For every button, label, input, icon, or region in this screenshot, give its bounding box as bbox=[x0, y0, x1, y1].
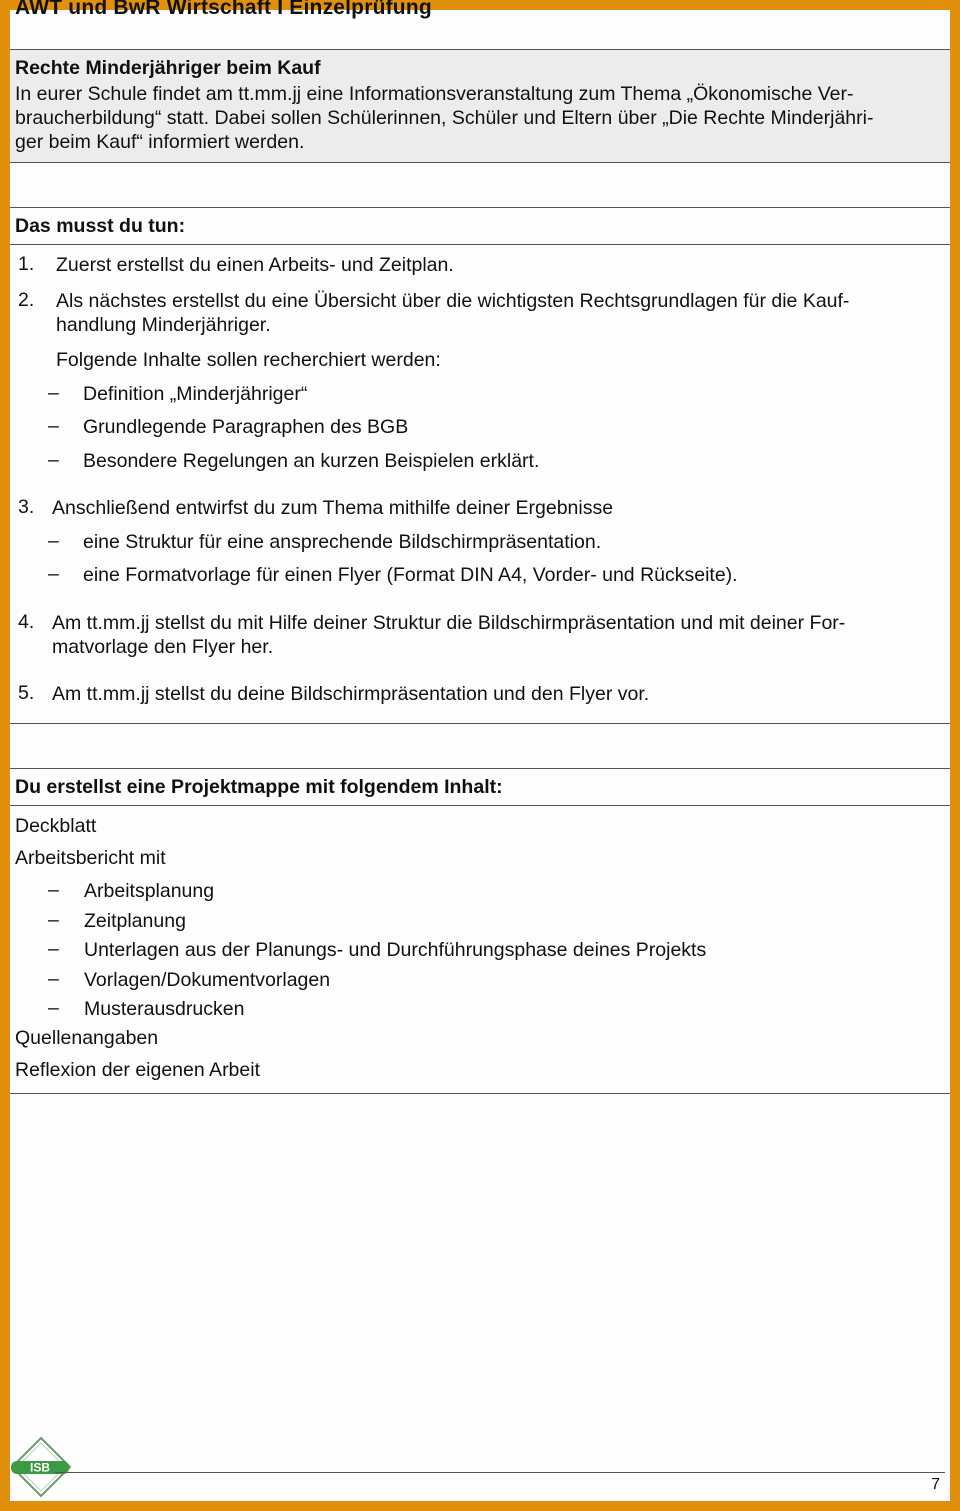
dash-bullet: – bbox=[48, 879, 59, 901]
task-number: 2. bbox=[18, 289, 35, 311]
section-divider bbox=[10, 207, 950, 208]
task-bullet: eine Struktur für eine ansprechende Bildschirmpräsentation. bbox=[83, 531, 602, 553]
svg-text:ISB: ISB bbox=[29, 1460, 51, 1475]
section-divider bbox=[10, 723, 950, 724]
task-number: 5. bbox=[18, 682, 35, 704]
intro-divider bbox=[10, 162, 950, 163]
task-number: 3. bbox=[18, 496, 35, 518]
task-line: Als nächstes erstellst du eine Übersicht über die wichtigsten Rechtsgrundlagen für die Kauf- bbox=[56, 290, 850, 312]
portfolio-title: Du erstellst eine Projektmappe mit folgendem Inhalt: bbox=[15, 776, 503, 798]
task-subintro: Folgende Inhalte sollen recherchiert werden: bbox=[56, 349, 441, 371]
portfolio-bullet: Musterausdrucken bbox=[84, 998, 245, 1020]
portfolio-item: Arbeitsbericht mit bbox=[15, 847, 166, 869]
dash-bullet: – bbox=[48, 909, 59, 931]
task-bullet: Definition „Minderjähriger“ bbox=[83, 383, 308, 405]
dash-bullet: – bbox=[48, 997, 59, 1019]
portfolio-bullet: Arbeitsplanung bbox=[84, 880, 215, 902]
task-line: handlung Minderjähriger. bbox=[56, 314, 271, 336]
task-bullet: Besondere Regelungen an kurzen Beispielen erklärt. bbox=[83, 450, 540, 472]
portfolio-item: Deckblatt bbox=[15, 815, 97, 837]
portfolio-item: Quellenangaben bbox=[15, 1027, 159, 1049]
section-divider bbox=[10, 768, 950, 769]
task-number: 4. bbox=[18, 611, 35, 633]
intro-line: In eurer Schule findet am tt.mm.jj eine Informationsveranstaltung zum Thema „Ökonomische Ver- bbox=[15, 83, 854, 105]
task-bullet: Grundlegende Paragraphen des BGB bbox=[83, 416, 409, 438]
portfolio-item: Reflexion der eigenen Arbeit bbox=[15, 1059, 260, 1081]
dash-bullet: – bbox=[48, 415, 59, 437]
portfolio-bullet: Zeitplanung bbox=[84, 910, 186, 932]
section-divider bbox=[10, 1093, 950, 1094]
section-divider bbox=[10, 244, 950, 245]
intro-title: Rechte Minderjähriger beim Kauf bbox=[15, 57, 321, 79]
intro-line: braucherbildung“ statt. Dabei sollen Schülerinnen, Schüler und Eltern über „Die Rechte Minderjähri- bbox=[15, 107, 874, 129]
dash-bullet: – bbox=[48, 449, 59, 471]
task-line: Am tt.mm.jj stellst du deine Bildschirmpräsentation und den Flyer vor. bbox=[52, 683, 650, 705]
task-number: 1. bbox=[18, 253, 35, 275]
dash-bullet: – bbox=[48, 382, 59, 404]
task-line: Zuerst erstellst du einen Arbeits- und Zeitplan. bbox=[56, 254, 454, 276]
dash-bullet: – bbox=[48, 938, 59, 960]
task-line: Am tt.mm.jj stellst du mit Hilfe deiner Struktur die Bildschirmpräsentation und mit deiner For- bbox=[52, 612, 846, 634]
task-line: Anschließend entwirfst du zum Thema mithilfe deiner Ergebnisse bbox=[52, 497, 614, 519]
isb-logo-icon bbox=[10, 1436, 72, 1498]
page-header-title: AWT und BwR Wirtschaft I Einzelprüfung bbox=[15, 0, 432, 19]
portfolio-bullet: Vorlagen/Dokumentvorlagen bbox=[84, 969, 331, 991]
dash-bullet: – bbox=[48, 530, 59, 552]
intro-line: ger beim Kauf“ informiert werden. bbox=[15, 131, 305, 153]
task-line: matvorlage den Flyer her. bbox=[52, 636, 274, 658]
task-bullet: eine Formatvorlage für einen Flyer (Format DIN A4, Vorder- und Rückseite). bbox=[83, 564, 738, 586]
dash-bullet: – bbox=[48, 968, 59, 990]
section-divider bbox=[10, 805, 950, 806]
tasks-title: Das musst du tun: bbox=[15, 215, 186, 237]
portfolio-bullet: Unterlagen aus der Planungs- und Durchführungsphase deines Projekts bbox=[84, 939, 707, 961]
page-number: 7 bbox=[931, 1476, 940, 1493]
document-page bbox=[10, 0, 950, 1501]
dash-bullet: – bbox=[48, 563, 59, 585]
footer-divider bbox=[55, 1472, 945, 1473]
